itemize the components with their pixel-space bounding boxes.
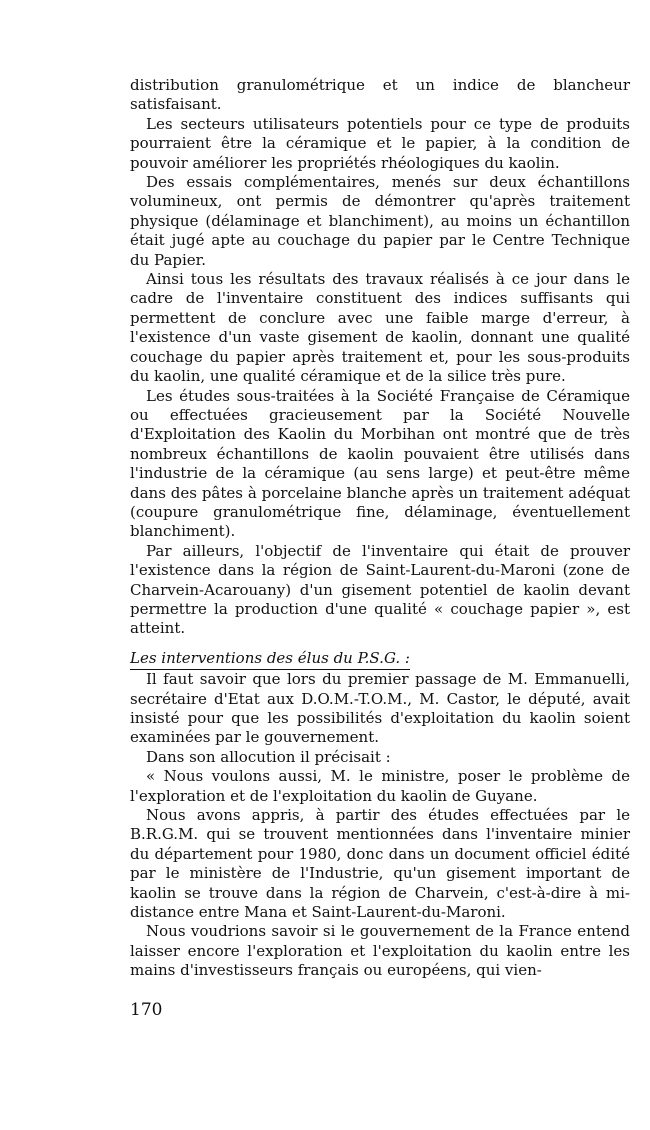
section-heading: Les interventions des élus du P.S.G. : xyxy=(130,649,410,670)
paragraph-6: Par ailleurs, l'objectif de l'inventaire qui était de prouver l'existence dans la région de Saint-Laurent-du-Maroni (zone de Charvein-Acarouany) d'un gisement potentiel de kaolin devant permettre la production d'une qualité « couchage papier », est atteint. xyxy=(130,541,630,638)
page-body xyxy=(130,76,630,981)
paragraph-2: Les secteurs utilisateurs potentiels pour ce type de produits pourraient être la céramique et le papier, à la condition de pouvoir améliorer les propriétés rhéologiques du kaolin. xyxy=(130,114,630,172)
paragraph-9: « Nous voulons aussi, M. le ministre, poser le problème de l'exploration et de l'exploitation du kaolin de Guyane. xyxy=(130,767,630,805)
paragraph-10: Nous avons appris, à partir des études effectuées par le B.R.G.M. qui se trouvent mentionnées dans l'inventaire minier du département pour 1980, donc dans un document officiel édité par le ministère de l'Industrie, qu'un gisement important de kaolin se trouve dans la région de Charvein, c'est-à-dire à mi-distance entre Mana et Saint-Laurent-du-Maroni. xyxy=(130,806,630,922)
paragraph-1: distribution granulométrique et un indice de blancheur satisfaisant. xyxy=(130,76,630,114)
paragraph-4: Ainsi tous les résultats des travaux réalisés à ce jour dans le cadre de l'inventaire constituent des indices suffisants qui permettent de conclure avec une faible marge d'erreur, à l'existence d'un vaste gisement de kaolin, donnant une qualité couchage du papier après traitement et, pour les sous-produits du kaolin, une qualité céramique et de la silice très pure. xyxy=(130,270,630,386)
paragraph-3: Des essais complémentaires, menés sur deux échantillons volumineux, ont permis de démontrer qu'après traitement physique (délaminage et blanchiment), au moins un échantillon était jugé apte au couchage du papier par le Centre Technique du Papier. xyxy=(130,173,630,269)
paragraph-11: Nous voudrions savoir si le gouvernement de la France entend laisser encore l'exploration et l'exploitation du kaolin entre les mains d'investisseurs français ou européens, qui vien- xyxy=(130,922,630,980)
paragraph-8: Dans son allocution il précisait : xyxy=(146,747,391,766)
paragraph-5: Les études sous-traitées à la Société Française de Céramique ou effectuées gracieusement par la Société Nouvelle d'Exploitation des Kaolin du Morbihan ont montré que de très nombreux échantillons de kaolin pouvaient être utilisés dans l'industrie de la céramique (au sens large) et peut-être même dans des pâtes à porcelaine blanche après un traitement adéquat (coupure granulométrique fine, délaminage, éventuellement blanchiment). xyxy=(130,386,630,541)
paragraph-7: Il faut savoir que lors du premier passage de M. Emmanuelli, secrétaire d'Etat aux D.O.M.-T.O.M., M. Castor, le député, avait insisté pour que les possibilités d'exploitation du kaolin soient examinées par le gouvernement. xyxy=(130,670,630,747)
page-number: 170 xyxy=(130,1000,163,1020)
